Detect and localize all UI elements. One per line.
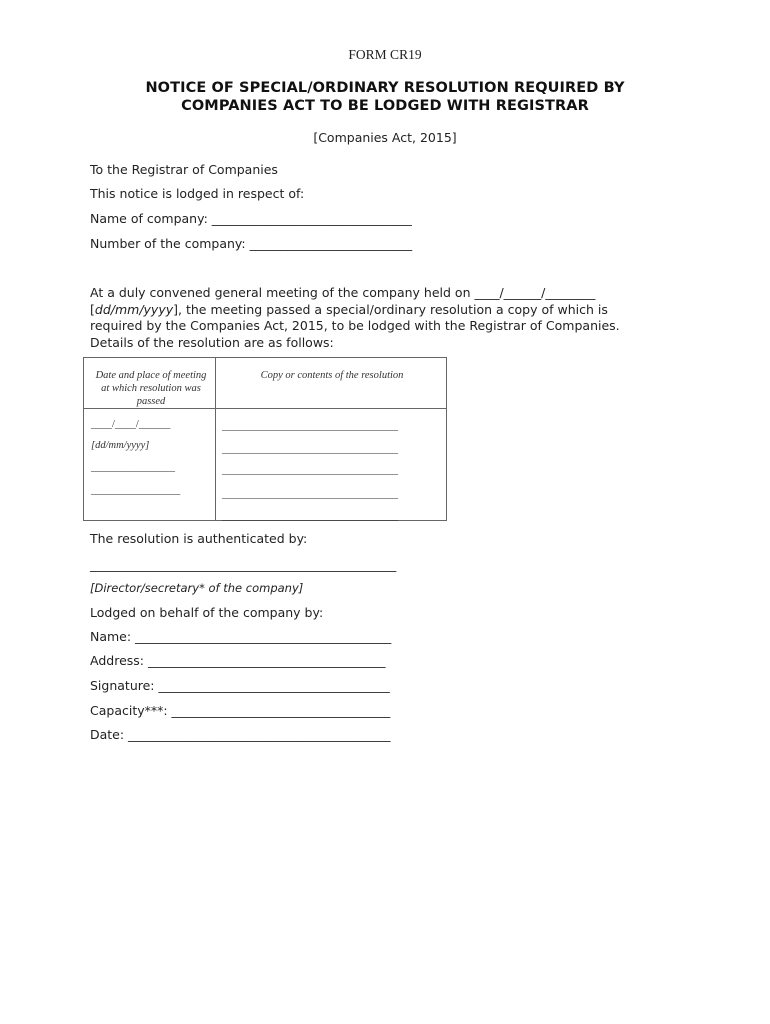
capacity-field[interactable]: Capacity***: ___________________________________: [90, 703, 391, 718]
table-cell-place-blank-2[interactable]: _________________: [91, 485, 181, 496]
table-header-date-place: Date and place of meeting at which resolution was passed: [95, 370, 207, 407]
meeting-paragraph-part2: ], the meeting passed a special/ordinary resolution a copy of which is required by the Companies Act, 2015, to be lodged with the Registrar of Companies. Details of the resolution are as follows:: [90, 301, 620, 350]
signature-field[interactable]: Signature: _____________________________________: [90, 678, 390, 693]
table-cell-resolution-line-3[interactable]: ________________________________: [222, 464, 398, 476]
table-cell-resolution-line-1[interactable]: ________________________________: [222, 420, 398, 432]
address-field[interactable]: Address: ______________________________________: [90, 653, 386, 668]
table-cell-resolution-line-5[interactable]: ________________________________: [222, 510, 398, 522]
table-cell-resolution-line-4[interactable]: ________________________________: [222, 488, 398, 500]
table-header-divider: [84, 408, 446, 409]
director-note: [Director/secretary* of the company]: [90, 581, 304, 595]
date-field[interactable]: Date: __________________________________________: [90, 727, 391, 742]
authentication-signature-field[interactable]: _________________________________________________: [90, 557, 397, 572]
form-code: FORM CR19: [348, 47, 422, 62]
act-reference: [Companies Act, 2015]: [313, 130, 457, 145]
form-title: [0, 79, 770, 115]
addressee: To the Registrar of Companies: [90, 162, 278, 177]
meeting-paragraph-part1: At a duly convened general meeting of the company held on ____/______/________ [: [90, 285, 596, 317]
meeting-date-format: dd/mm/yyyy: [94, 301, 174, 317]
company-number-field[interactable]: Number of the company: __________________________: [90, 236, 413, 251]
name-field[interactable]: Name: _________________________________________: [90, 629, 392, 644]
meeting-paragraph: [90, 285, 650, 351]
table-cell-date-blank[interactable]: ____/____/______: [91, 419, 171, 430]
resolution-table: [83, 357, 447, 521]
title-line-1: NOTICE OF SPECIAL/ORDINARY RESOLUTION REQUIRED BY: [145, 80, 625, 96]
lodged-behalf-text: Lodged on behalf of the company by:: [90, 605, 324, 620]
company-name-field[interactable]: Name of company: ________________________________: [90, 211, 412, 226]
authenticated-by-text: The resolution is authenticated by:: [90, 531, 308, 546]
table-header-contents: Copy or contents of the resolution: [260, 370, 404, 381]
title-line-2: COMPANIES ACT TO BE LODGED WITH REGISTRAR: [181, 98, 589, 114]
table-cell-resolution-line-2[interactable]: ________________________________: [222, 443, 398, 455]
table-column-divider: [215, 358, 216, 520]
lodged-respect-text: This notice is lodged in respect of:: [90, 186, 305, 201]
table-cell-date-format: [dd/mm/yyyy]: [91, 440, 150, 451]
table-cell-place-blank-1[interactable]: ________________: [91, 462, 175, 473]
